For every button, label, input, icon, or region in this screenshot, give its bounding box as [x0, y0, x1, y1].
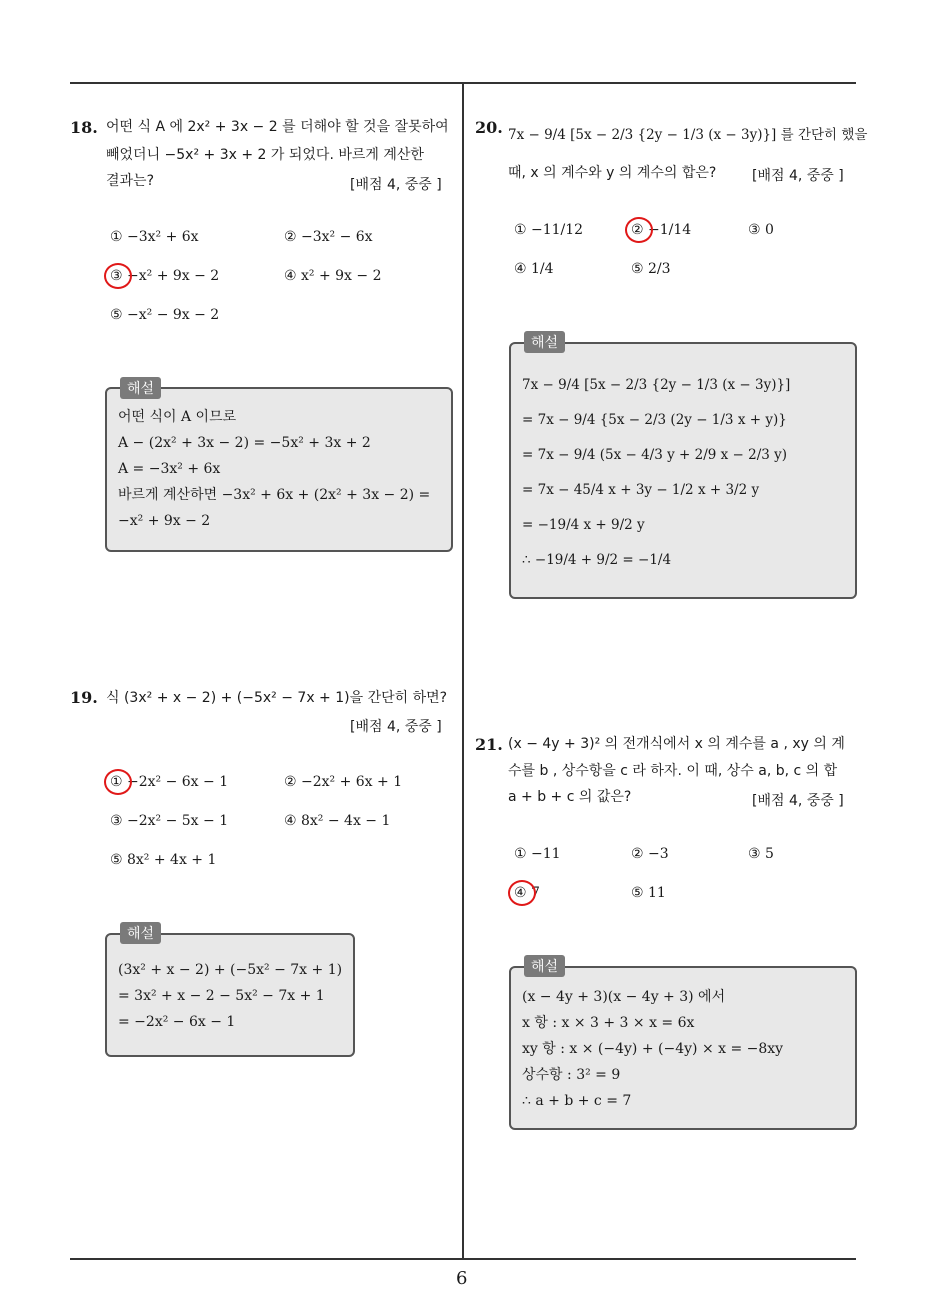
question-21-number: 21.	[475, 735, 503, 754]
q20-option-2[interactable]: ② −1/14	[631, 222, 692, 238]
solution-line: ∴ a + b + c = 7	[522, 1093, 632, 1109]
question-19-line1: 식 (3x² + x − 2) + (−5x² − 7x + 1)을 간단히 하면?	[106, 690, 448, 706]
question-21-meta: [배점 4, 중중 ]	[752, 793, 844, 809]
q21-option-1[interactable]: ① −11	[514, 846, 561, 862]
question-18-line3: 결과는?	[106, 173, 155, 189]
question-21-line2: 수를 b , 상수항을 c 라 하자. 이 때, 상수 a, b, c 의 합	[508, 763, 838, 779]
q21-option-4[interactable]: ④ 7	[514, 885, 540, 901]
q18-solution-tag: 해설	[120, 377, 161, 399]
solution-line: = −19/4 x + 9/2 y	[522, 517, 645, 533]
q21-option-5[interactable]: ⑤ 11	[631, 885, 666, 901]
question-20-number: 20.	[475, 118, 503, 137]
q20-solution	[522, 368, 790, 578]
bottom-rule	[70, 1258, 856, 1260]
q18-solution	[118, 404, 430, 534]
column-divider	[462, 82, 464, 1259]
q18-answer-mark	[104, 263, 132, 289]
solution-line: = 7x − 9/4 (5x − 4/3 y + 2/9 x − 2/3 y)	[522, 447, 788, 463]
question-20-line2: 때, x 의 계수와 y 의 계수의 합은?	[508, 165, 717, 181]
question-20-meta: [배점 4, 중중 ]	[752, 168, 844, 184]
q21-option-2[interactable]: ② −3	[631, 846, 669, 862]
solution-line: = 7x − 9/4 {5x − 2/3 (2y − 1/3 x + y)}	[522, 412, 787, 428]
solution-line: −x² + 9x − 2	[118, 513, 211, 529]
q21-option-3[interactable]: ③ 5	[748, 846, 774, 862]
q19-option-2[interactable]: ② −2x² + 6x + 1	[284, 774, 403, 790]
question-20-line1: 7x − 9/4 [5x − 2/3 {2y − 1/3 (x − 3y)}] 를 간단히 했을	[508, 127, 868, 143]
solution-line: (x − 4y + 3)(x − 4y + 3) 에서	[522, 989, 726, 1005]
question-18-number: 18.	[70, 118, 98, 137]
q20-option-4[interactable]: ④ 1/4	[514, 261, 554, 277]
q18-option-1[interactable]: ① −3x² + 6x	[110, 229, 199, 245]
q19-solution-tag: 해설	[120, 922, 161, 944]
solution-line: A = −3x² + 6x	[118, 461, 221, 477]
solution-line: = 7x − 45/4 x + 3y − 1/2 x + 3/2 y	[522, 482, 760, 498]
question-19-meta: [배점 4, 중중 ]	[350, 719, 442, 735]
q21-solution-tag: 해설	[524, 955, 565, 977]
solution-line: x 항 : x × 3 + 3 × x = 6x	[522, 1015, 695, 1031]
page-number: 6	[456, 1268, 468, 1289]
question-18-line1: 어떤 식 A 에 2x² + 3x − 2 를 더해야 할 것을 잘못하여	[106, 119, 449, 135]
q19-option-3[interactable]: ③ −2x² − 5x − 1	[110, 813, 229, 829]
solution-line: 상수항 : 3² = 9	[522, 1067, 621, 1083]
question-21-line1: (x − 4y + 3)² 의 전개식에서 x 의 계수를 a , xy 의 계	[508, 736, 845, 752]
question-21-line3: a + b + c 의 값은?	[508, 789, 632, 805]
q20-solution-tag: 해설	[524, 331, 565, 353]
q20-answer-mark	[625, 217, 653, 243]
solution-line: (3x² + x − 2) + (−5x² − 7x + 1)	[118, 962, 343, 978]
q20-option-1[interactable]: ① −11/12	[514, 222, 584, 238]
q19-option-4[interactable]: ④ 8x² − 4x − 1	[284, 813, 391, 829]
solution-line: 어떤 식이 A 이므로	[118, 409, 237, 425]
q18-option-3[interactable]: ③ −x² + 9x − 2	[110, 268, 220, 284]
q19-option-5[interactable]: ⑤ 8x² + 4x + 1	[110, 852, 217, 868]
q19-answer-mark	[104, 769, 132, 795]
solution-line: 7x − 9/4 [5x − 2/3 {2y − 1/3 (x − 3y)}]	[522, 377, 791, 393]
q21-answer-mark	[508, 880, 536, 906]
q18-option-5[interactable]: ⑤ −x² − 9x − 2	[110, 307, 220, 323]
solution-line: = −2x² − 6x − 1	[118, 1014, 236, 1030]
solution-line: 바르게 계산하면 −3x² + 6x + (2x² + 3x − 2) =	[118, 487, 431, 503]
q19-solution	[118, 957, 342, 1035]
q18-option-4[interactable]: ④ x² + 9x − 2	[284, 268, 382, 284]
q19-option-1[interactable]: ① −2x² − 6x − 1	[110, 774, 229, 790]
solution-line: xy 항 : x × (−4y) + (−4y) × x = −8xy	[522, 1041, 784, 1057]
q18-option-2[interactable]: ② −3x² − 6x	[284, 229, 373, 245]
question-18-line2: 빼었더니 −5x² + 3x + 2 가 되었다. 바르게 계산한	[106, 147, 424, 163]
q20-option-3[interactable]: ③ 0	[748, 222, 774, 238]
solution-line: A − (2x² + 3x − 2) = −5x² + 3x + 2	[118, 435, 371, 451]
question-18-meta: [배점 4, 중중 ]	[350, 177, 442, 193]
q21-solution	[522, 984, 783, 1114]
solution-line: ∴ −19/4 + 9/2 = −1/4	[522, 552, 672, 568]
solution-line: = 3x² + x − 2 − 5x² − 7x + 1	[118, 988, 325, 1004]
question-19-number: 19.	[70, 688, 98, 707]
q20-option-5[interactable]: ⑤ 2/3	[631, 261, 671, 277]
